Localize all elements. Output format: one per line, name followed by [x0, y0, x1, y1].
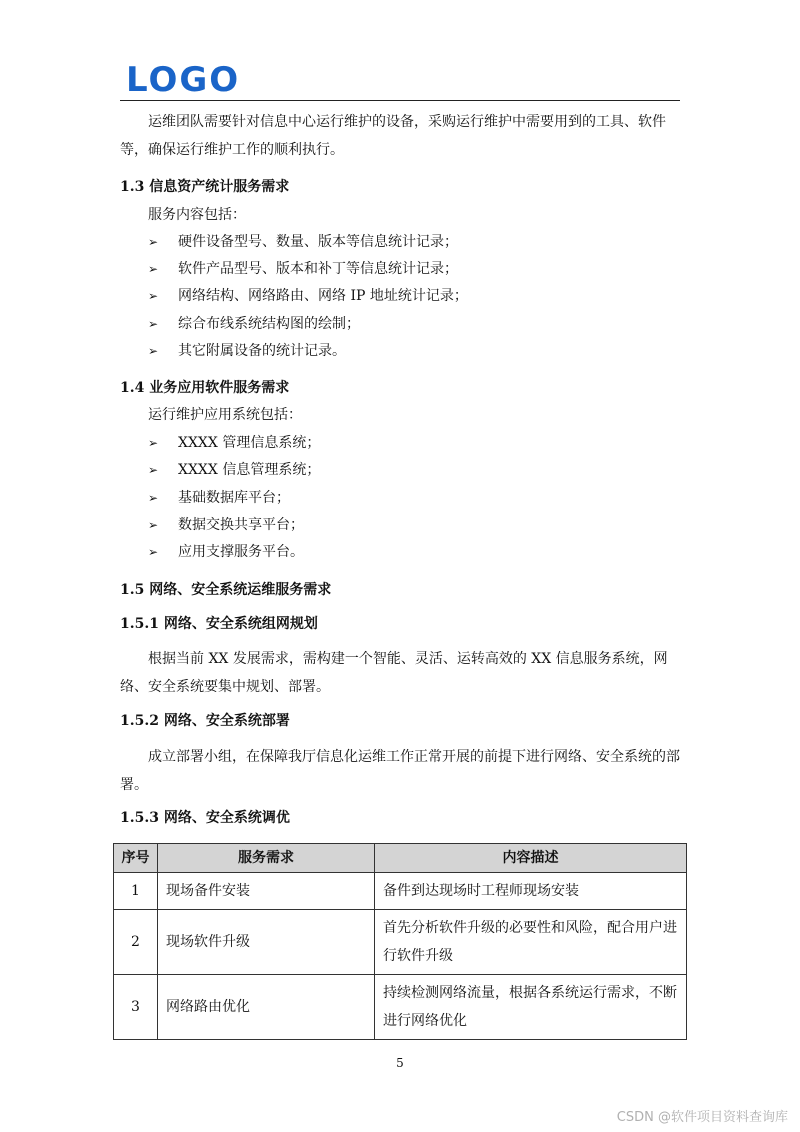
section-1-3-title: 1.3 信息资产统计服务需求 — [120, 179, 290, 195]
section-1-5-3-title: 1.5.3 网络、安全系统调优 — [120, 810, 290, 826]
arrow-bullet-icon: ➢ — [148, 491, 159, 505]
section-1-5-1-title: 1.5.1 网络、安全系统组网规划 — [120, 616, 318, 632]
page-number: 5 — [396, 1056, 404, 1070]
header-service: 服务需求 — [158, 844, 375, 873]
section-1-5-2-text: 成立部署小组，在保障我厅信息化运维工作正常开展的前提下进行网络、安全系统的部署。 — [120, 749, 680, 793]
list-item: ➢ XXXX 信息管理系统； — [148, 462, 321, 478]
cell-description: 首先分析软件升级的必要性和风险，配合用户进行软件升级 — [375, 910, 687, 975]
arrow-bullet-icon: ➢ — [148, 262, 159, 276]
table-header-row — [114, 844, 687, 873]
list-item: ➢ 数据交换共享平台； — [148, 517, 304, 533]
section-1-4-intro: 运行维护应用系统包括： — [148, 407, 302, 423]
list-item: ➢ 其它附属设备的统计记录。 — [148, 343, 346, 359]
intro-paragraph: 运维团队需要针对信息中心运行维护的设备，采购运行维护中需要用到的工具、软件等，确保运行维护工作的顺利执行。 — [120, 114, 666, 158]
header-description: 内容描述 — [375, 844, 687, 873]
section-1-5-2-title: 1.5.2 网络、安全系统部署 — [120, 713, 290, 729]
section-1-4-title: 1.4 业务应用软件服务需求 — [120, 380, 290, 396]
cell-seq: 3 — [114, 975, 158, 1040]
list-item: ➢ 硬件设备型号、数量、版本等信息统计记录； — [148, 234, 458, 250]
table-row — [114, 910, 687, 975]
section-1-3-intro: 服务内容包括： — [148, 207, 246, 223]
arrow-bullet-icon: ➢ — [148, 463, 159, 477]
arrow-bullet-icon: ➢ — [148, 344, 159, 358]
arrow-bullet-icon: ➢ — [148, 289, 159, 303]
cell-description: 持续检测网络流量，根据各系统运行需求，不断进行网络优化 — [375, 975, 687, 1040]
watermark: CSDN @软件项目资料查询库 — [616, 1110, 788, 1125]
cell-seq: 2 — [114, 910, 158, 975]
list-item: ➢ XXXX 管理信息系统； — [148, 435, 321, 451]
arrow-bullet-icon: ➢ — [148, 518, 159, 532]
cell-service: 现场软件升级 — [158, 910, 375, 975]
logo: LOGO — [126, 60, 241, 100]
section-1-5-title: 1.5 网络、安全系统运维服务需求 — [120, 582, 332, 598]
arrow-bullet-icon: ➢ — [148, 317, 159, 331]
section-1-5-1-text: 根据当前 XX 发展需求，需构建一个智能、灵活、运转高效的 XX 信息服务系统，网络、安全系统要集中规划、部署。 — [120, 651, 668, 695]
arrow-bullet-icon: ➢ — [148, 545, 159, 559]
cell-service: 网络路由优化 — [158, 975, 375, 1040]
list-item: ➢ 综合布线系统结构图的绘制； — [148, 316, 360, 332]
table-row — [114, 873, 687, 910]
list-item: ➢ 应用支撑服务平台。 — [148, 544, 304, 560]
cell-description: 备件到达现场时工程师现场安装 — [375, 873, 687, 910]
arrow-bullet-icon: ➢ — [148, 235, 159, 249]
list-item: ➢ 网络结构、网络路由、网络 IP 地址统计记录； — [148, 288, 468, 304]
service-table — [113, 843, 687, 1040]
header-seq: 序号 — [114, 844, 158, 873]
list-item: ➢ 软件产品型号、版本和补丁等信息统计记录； — [148, 261, 458, 277]
list-item: ➢ 基础数据库平台； — [148, 490, 290, 506]
cell-seq: 1 — [114, 873, 158, 910]
cell-service: 现场备件安装 — [158, 873, 375, 910]
header-divider — [120, 100, 680, 101]
table-row — [114, 975, 687, 1040]
arrow-bullet-icon: ➢ — [148, 436, 159, 450]
